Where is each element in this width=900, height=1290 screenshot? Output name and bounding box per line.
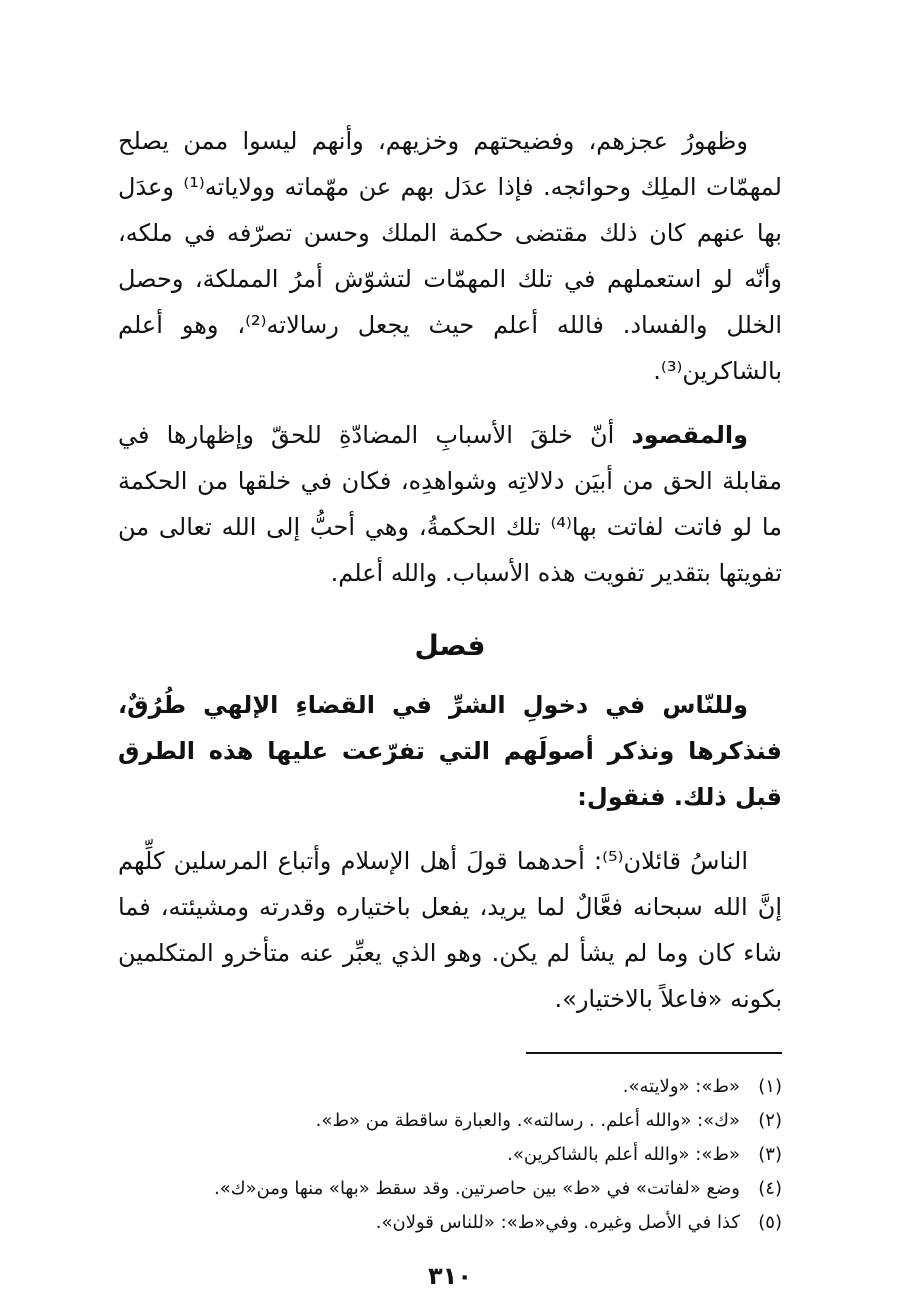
footnote-text: «ط»: «ولايته». (622, 1076, 740, 1097)
footnote-number: (٢) (758, 1110, 782, 1131)
page-number: ٣١٠ (428, 1262, 472, 1290)
footnote-text: وضع «لفاتت» في «ط» بين حاصرتين. وقد سقط «بها» منها ومن«ك». (214, 1178, 740, 1199)
footnote-number: (٤) (758, 1178, 782, 1199)
section-heading: فصل (414, 629, 486, 662)
footnote-text: «ك»: «والله أعلم. . رسالته». والعبارة ساقطة من «ط». (315, 1110, 740, 1131)
paragraph-2-text: أنّ خلقَ الأسبابِ المضادّةِ للحقّ وإظهارها في مقابلة الحق من أبيَن دلالاتِه وشواهدِه، فكان في خلقها من الحكمة ما لو فاتت لفاتت بها⁽⁴⁾ تلك الحكمةُ، وهي أحبُّ إلى الله تعالى من تفويتها بتقدير تفويت هذه الأسباب. والله أعلم. (118, 421, 782, 587)
footnote-number: (٣) (758, 1144, 782, 1165)
paragraph-2-lead: والمقصود (631, 421, 748, 449)
footnote-item (118, 1104, 782, 1138)
footnotes-list (118, 1070, 782, 1240)
footnote-item (118, 1070, 782, 1104)
footnote-text: «ط»: «والله أعلم بالشاكرين». (507, 1144, 740, 1165)
footnote-number: (٥) (758, 1212, 782, 1233)
paragraph-1-text: وظهورُ عجزهم، وفضيحتهم وخزيهم، وأنهم ليسوا ممن يصلح لمهمّات الملِك وحوائجه. فإذا عدَل بهم عن مهّماته وولاياته⁽¹⁾ وعدَل بها عنهم كان ذلك مقتضى حكمة الملك وحسن تصرّفه في ملكه، وأنّه لو استعملهم في تلك المهمّات لتشوّش أمرُ المملكة، وحصل الخلل والفساد. فالله أعلم حيث يجعل رسالاته⁽²⁾، وهو أعلم بالشاكرين⁽³⁾. (118, 127, 782, 385)
footnote-text: كذا في الأصل وغيره. وفي«ط»: «للناس قولان». (375, 1212, 740, 1233)
footnote-item (118, 1206, 782, 1240)
footnote-number: (١) (758, 1076, 782, 1097)
section-intro-paragraph: وللنّاس في دخولِ الشرِّ في القضاءِ الإلهي طُرُقٌ، فنذكرها ونذكر أصولَهم التي تفرّعت عليها هذه الطرق قبل ذلك. فنقول: (118, 691, 782, 811)
document-page (118, 118, 782, 1290)
body-paragraph-2 (118, 412, 782, 596)
footnote-item (118, 1138, 782, 1172)
body-paragraph-1 (118, 118, 782, 394)
footnote-divider (526, 1052, 782, 1054)
footnote-item (118, 1172, 782, 1206)
body-paragraph-4: الناسُ قائلان⁽⁵⁾: أحدهما قولَ أهل الإسلام وأتباع المرسلين كلِّهم إنَّ الله سبحانه فعَّالٌ لما يريد، يفعل باختياره وقدرته ومشيئته، فما شاء كان وما لم يشأ لم يكن. وهو الذي يعبِّر عنه متأخرو المتكلمين بكونه «فاعلاً بالاختيار». (118, 847, 782, 1013)
